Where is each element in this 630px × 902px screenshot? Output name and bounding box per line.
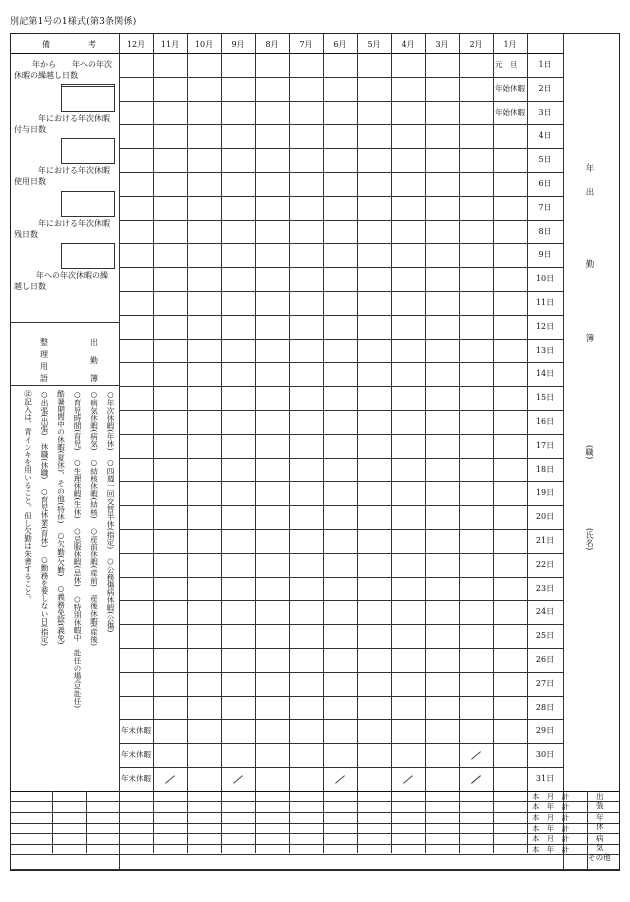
remarks-header-1: 備	[42, 40, 50, 49]
month-column-line	[323, 34, 324, 853]
summary-split-line	[86, 791, 87, 853]
remarks-label: 年への年次休暇の繰	[36, 271, 108, 280]
day-label: 19日	[535, 488, 555, 498]
glossary-column: ○育児時間(育児) ○生理休暇(生休) ○忌服休暇(忌休) ○特別休暇中 赴任の場合(赴任)	[73, 390, 82, 709]
day-row-line	[119, 291, 563, 292]
day-label: 30日	[535, 750, 555, 760]
remarks-entry-box[interactable]	[61, 86, 115, 112]
day-label: 2日	[538, 83, 552, 93]
day-label: 28日	[535, 702, 555, 712]
summary-row-line	[11, 844, 619, 845]
day-row-line	[119, 458, 563, 459]
day-label: 12日	[535, 321, 555, 331]
month-column-line	[391, 34, 392, 853]
day-label: 4日	[538, 131, 552, 141]
glossary-column: ○出張(出張) 休職(休職) ○育児休業(育休) ○勤務を要しない日(指定)	[40, 390, 49, 646]
day-row-line	[119, 553, 563, 554]
day-label: 7日	[538, 202, 552, 212]
day-label: 11日	[535, 298, 555, 307]
summary-category: 病気	[596, 834, 604, 852]
day-label: 1日	[538, 60, 552, 69]
day-row-line	[119, 362, 563, 363]
summary-row-line	[11, 812, 619, 813]
day-row-line	[119, 172, 563, 173]
day-label: 20日	[535, 512, 555, 522]
year-end-holiday-label: 年末休暇	[121, 774, 151, 783]
header-bottom-line	[11, 53, 563, 54]
day-label: 27日	[535, 678, 555, 688]
day-row-line	[119, 148, 563, 149]
day-label: 14日	[535, 369, 555, 379]
day-label: 24日	[535, 607, 555, 617]
remarks-label: 休暇の繰越し日数	[14, 71, 78, 80]
glossary-title-char: 用	[40, 362, 48, 371]
remarks-entry-box[interactable]	[61, 138, 115, 164]
day-row-line	[119, 339, 563, 340]
month-column-line	[255, 34, 256, 853]
remarks-label: 付与日数	[14, 125, 46, 134]
day-row-line	[119, 672, 563, 673]
name-label: (氏名)	[585, 528, 594, 551]
day-label: 6日	[538, 179, 552, 188]
day-label: 22日	[535, 559, 555, 569]
day-row-line	[119, 124, 563, 125]
summary-row-label: 本 月 計	[532, 813, 569, 822]
glossary-title-line	[11, 385, 119, 386]
glossary-title-char: 理	[40, 350, 48, 359]
remarks-label: 年における年次休暇	[38, 114, 110, 123]
glossary-title-char: 簿	[90, 374, 98, 383]
day-label: 8日	[538, 226, 552, 236]
summary-row-line	[11, 833, 619, 834]
day-label: 21日	[535, 536, 555, 545]
glossary-column: ○病気休暇(病気) ○結核休暇(結核) ○産前休暇(産前) 産後休暇(産後)	[89, 390, 99, 646]
department-label: (職)	[585, 445, 594, 460]
day-row-line	[119, 696, 563, 697]
summary-row-label: 本 年 計	[532, 802, 569, 812]
remarks-label: 年から 年への年次	[32, 60, 112, 69]
month-header: 9月	[231, 40, 245, 49]
month-header: 6月	[333, 40, 347, 49]
remarks-header-2: 考	[88, 40, 96, 49]
month-header: 10月	[194, 40, 214, 49]
day-row-line	[119, 386, 563, 387]
month-column-line	[493, 34, 494, 853]
summary-row-label: 本 年 計	[532, 844, 569, 854]
month-header: 1月	[503, 40, 517, 49]
month-header: 11月	[160, 40, 180, 49]
day-row-line	[119, 529, 563, 530]
day-row-line	[119, 719, 563, 720]
remarks-label: 越し日数	[14, 282, 46, 291]
summary-row-label: 本 月 計	[532, 834, 569, 844]
day-row-line	[119, 243, 563, 244]
summary-row-line	[11, 854, 619, 855]
summary-row-line	[11, 801, 619, 802]
remarks-label: 使用日数	[14, 177, 46, 186]
new-year-holiday-label: 年始休暇	[495, 83, 525, 93]
day-row-line	[119, 315, 563, 316]
day-label: 13日	[535, 345, 555, 355]
day-label: 29日	[535, 726, 555, 736]
year-end-holiday-label: 年末休暇	[121, 750, 151, 760]
title-char: 簿	[585, 334, 595, 344]
month-header: 2月	[469, 40, 483, 49]
day-row-line	[119, 410, 563, 411]
new-year-holiday-label: 年始休暇	[495, 107, 525, 117]
day-row-line	[119, 624, 563, 625]
year-end-holiday-label: 年末休暇	[121, 726, 151, 736]
day-row-line	[119, 101, 563, 102]
month-header: 8月	[265, 40, 279, 49]
month-column-line	[425, 34, 426, 853]
glossary-column: ○年次休暇(年休) ○四週一回交替半休(指定) ○公務傷病休暇(公傷)	[106, 390, 115, 633]
day-label: 3日	[538, 107, 552, 117]
remarks-entry-box[interactable]	[61, 191, 115, 217]
month-column-line	[289, 34, 290, 853]
day-label: 25日	[535, 631, 555, 641]
day-label: 5日	[538, 155, 552, 165]
month-column-line	[459, 34, 460, 853]
day-label: 23日	[535, 583, 555, 593]
summary-top-line	[11, 791, 619, 792]
summary-category: その他	[588, 853, 611, 862]
day-label: 9日	[538, 250, 552, 260]
day-label: 16日	[535, 417, 555, 426]
remarks-section-line	[11, 322, 119, 323]
day-row-line	[119, 267, 563, 268]
day-row-line	[119, 481, 563, 482]
summary-split-line	[52, 791, 53, 853]
day-label: 31日	[535, 774, 555, 783]
title-char: 勤	[585, 260, 595, 270]
day-row-line	[119, 648, 563, 649]
day-row-line	[119, 767, 563, 768]
day-row-line	[119, 220, 563, 221]
month-header: 7月	[299, 40, 313, 49]
day-column-right-line	[563, 34, 564, 870]
day-row-line	[119, 743, 563, 744]
month-column-line	[187, 34, 188, 853]
summary-category: 出張	[596, 792, 604, 810]
day-row-line	[119, 434, 563, 435]
day-row-line	[119, 600, 563, 601]
day-row-line	[119, 77, 563, 78]
day-row-line	[119, 196, 563, 197]
glossary-title-char: 勤	[90, 356, 98, 365]
month-column-line	[527, 34, 528, 853]
summary-row-line	[11, 823, 619, 824]
day-row-line	[119, 505, 563, 506]
month-column-line	[221, 34, 222, 853]
day-label: 26日	[535, 655, 555, 664]
month-column-line	[357, 34, 358, 853]
remarks-right-line	[119, 34, 120, 870]
glossary-title-char: 出	[90, 338, 98, 347]
summary-row-label: 本 月 計	[532, 791, 569, 801]
day-label: 10日	[535, 274, 555, 284]
day-row-line	[119, 577, 563, 578]
month-header: 4月	[401, 40, 415, 49]
day-label: 17日	[535, 440, 555, 450]
glossary-column: ㊟記入は、青インキを用いること。但し欠勤は朱書すること。	[23, 390, 33, 603]
day-label: 18日	[535, 464, 555, 474]
month-column-line	[153, 34, 154, 853]
title-char: 出	[585, 188, 595, 198]
summary-row-label: 本 年 計	[532, 823, 569, 833]
remarks-label: 年における年次休暇	[38, 219, 110, 228]
new-year-holiday-label: 元 旦	[495, 60, 518, 69]
glossary-column: 酷暑期間中の休暇(夏休)、その他(特休) ○欠勤(欠勤) ○義務免除(義免)	[56, 390, 66, 645]
day-label: 15日	[535, 393, 555, 403]
form-caption: 別記第1号の1様式(第3条関係)	[10, 17, 137, 27]
title-char: 年	[585, 164, 595, 174]
glossary-title-char: 語	[40, 374, 48, 383]
summary-category: 年休	[596, 813, 604, 831]
form-bottom-line	[11, 869, 619, 870]
month-header: 3月	[435, 40, 449, 49]
month-header: 5月	[367, 40, 381, 49]
month-header: 12月	[126, 40, 146, 49]
remarks-label: 年における年次休暇	[38, 166, 110, 175]
glossary-title-char: 整	[40, 338, 48, 347]
remarks-label: 残日数	[14, 230, 38, 239]
remarks-entry-box[interactable]	[61, 243, 115, 269]
